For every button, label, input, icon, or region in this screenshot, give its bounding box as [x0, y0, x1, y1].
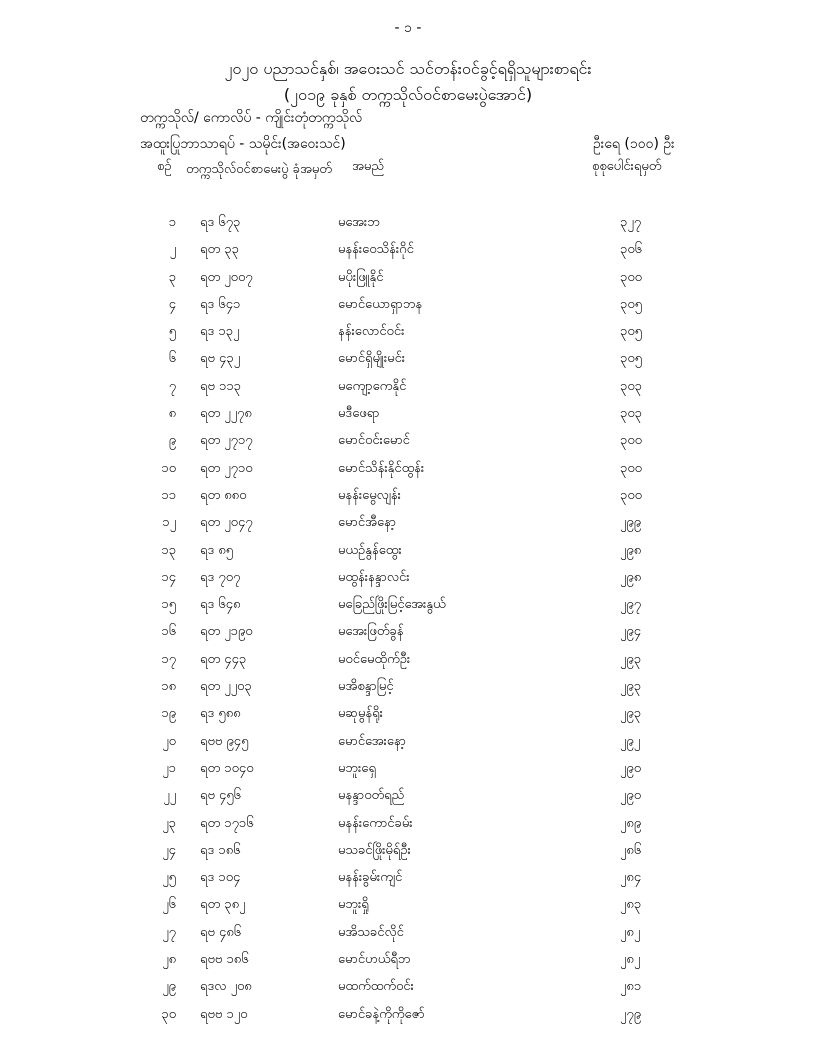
- total-marks: ၂၉၄: [620, 624, 642, 640]
- column-header-total-marks: စုစုပေါင်းရမှတ်: [592, 159, 662, 174]
- student-name: မအိစန္ဒာမြင့်: [338, 679, 394, 695]
- student-name: မောင်ဟယ်ရီဘ: [338, 952, 411, 968]
- roll-number: ရဒ ၆၄၁: [200, 296, 241, 312]
- total-marks: ၃၀၀: [620, 460, 642, 476]
- student-name: မောင်အေးနော့: [338, 733, 406, 749]
- student-name: မောင်အီနော့: [338, 515, 397, 531]
- row-number: ၂၄: [162, 842, 176, 858]
- student-name: မနန္ဒာဝတ်ရည်: [338, 788, 405, 804]
- student-name: မဆုမွန်ရိုး: [338, 706, 383, 722]
- student-name: မထက်ထက်ဝင်း: [338, 979, 414, 995]
- row-number: ၃: [168, 269, 176, 285]
- column-header-roll-number: တက္ကသိုလ်ဝင်စာမေးပွဲ ခုံအမှတ်: [186, 162, 332, 177]
- row-number: ၃၀: [161, 1006, 176, 1022]
- roll-number: ရဗ ၄၈၆: [200, 924, 242, 940]
- roll-number: ရတ ၁၀၄၀: [200, 760, 254, 776]
- table-row: [0, 592, 816, 619]
- column-header-name: အမည်: [352, 159, 384, 174]
- table-row: [0, 811, 816, 838]
- row-number: ၇: [168, 378, 176, 394]
- roll-number: ရတ ၂၇၁၀: [200, 460, 253, 476]
- roll-number: ရဗဗ ၁၈၆: [200, 952, 249, 968]
- major-subject-line: အထူးပြုဘာသာရပ် - သမိုင်း(အဝေးသင်): [140, 136, 346, 152]
- row-number: ၁၂: [162, 515, 176, 531]
- table-row: [0, 1002, 816, 1029]
- table-row: [0, 374, 816, 401]
- total-marks: ၂၉၂: [620, 733, 641, 749]
- student-name: မောင်ယောရှာဘန: [338, 296, 423, 312]
- student-name: မဘူးရှေ: [338, 760, 377, 776]
- row-number: ၆: [168, 351, 176, 367]
- roll-number: ရဗဗ ၉၄၅: [200, 733, 249, 749]
- row-number: ၁၆: [161, 624, 176, 640]
- total-marks: ၂၉၈: [620, 569, 642, 585]
- total-marks: ၃၀၆: [620, 242, 642, 258]
- table-row: [0, 619, 816, 646]
- student-table: [0, 210, 816, 1029]
- total-marks: ၂၈၆: [620, 842, 642, 858]
- row-number: ၁၃: [161, 542, 176, 558]
- roll-number: ရဗ ၄၃၂: [200, 351, 241, 367]
- roll-number: ရတ ၈၈၀: [200, 487, 247, 503]
- student-name: မယဉ်နွန်ထွေး: [338, 542, 402, 558]
- student-name: မကျော့ကေနိုင်: [338, 378, 407, 394]
- roll-number: ရဗ ၁၁၃: [200, 378, 241, 394]
- table-row: [0, 346, 816, 373]
- table-row: [0, 237, 816, 264]
- total-marks: ၂၉၀: [620, 760, 642, 776]
- table-row: [0, 565, 816, 592]
- roll-number: ရဗဗ ၁၂၀: [200, 1006, 248, 1022]
- table-row: [0, 428, 816, 455]
- table-row: [0, 210, 816, 237]
- roll-number: ရဒ ၆၇၃: [200, 215, 241, 230]
- student-name: မအေးဖြတ်ခွန်: [338, 624, 404, 640]
- table-row: [0, 292, 816, 319]
- row-number: ၂၃: [162, 815, 176, 831]
- row-number: ၂၀: [162, 733, 176, 749]
- total-marks: ၂၇၉: [620, 1006, 642, 1022]
- total-marks: ၃၀၅: [620, 296, 642, 312]
- student-name: မအေးဘ: [338, 215, 380, 230]
- row-number: ၁၁: [161, 487, 176, 503]
- table-row: [0, 920, 816, 947]
- total-marks: ၂၈၃: [620, 897, 642, 913]
- table-row: [0, 729, 816, 756]
- table-row: [0, 510, 816, 537]
- roll-number: ရတ ၂၀၀၇: [200, 269, 253, 285]
- table-row: [0, 756, 816, 783]
- row-number: ၂၉: [162, 979, 176, 995]
- row-number: ၂၈: [162, 952, 176, 968]
- total-marks: ၂၉၈: [620, 542, 642, 558]
- table-row: [0, 401, 816, 428]
- university-line: တက္ကသိုလ်/ ကောလိပ် - ကျိုင်းတုံတက္ကသိုလ်: [140, 110, 363, 126]
- document-title: ၂၀၂၀ ပညာသင်နှစ်၊ အဝေးသင် သင်တန်းဝင်ခွင့်ရရှိသူများစာရင်း: [224, 59, 592, 78]
- student-name: မနန်းမွေလျန်း: [338, 487, 401, 503]
- roll-number: ရတ ၂၂၀၃: [200, 679, 252, 695]
- row-number: ၅: [168, 324, 176, 340]
- row-number: ၂၂: [163, 788, 176, 804]
- total-marks: ၂၉၃: [620, 706, 642, 722]
- row-number: ၉: [168, 433, 176, 449]
- roll-number: ရတ ၃၃: [200, 242, 239, 258]
- student-name: မပိုးဖြူနိုင်: [338, 269, 384, 285]
- roll-number: ရဒ ၈၅: [200, 542, 234, 558]
- student-name: နန်းလောင်ဝင်း: [338, 324, 405, 340]
- column-header-no: စဉ်: [157, 159, 172, 174]
- roll-number: ရဒလ ၂၀၈: [200, 979, 252, 995]
- table-row: [0, 783, 816, 810]
- roll-number: ရဒ ၅၈၈: [200, 706, 241, 722]
- roll-number: ရဒ ၇၀၇: [200, 569, 241, 585]
- student-name: မောင်ရှိမျိုးမင်း: [338, 351, 406, 367]
- roll-number: ရတ ၂၇၁၇: [200, 433, 253, 449]
- row-number: ၁၅: [161, 597, 176, 613]
- table-row: [0, 701, 816, 728]
- total-marks: ၂၉၃: [620, 651, 642, 667]
- roll-number: ရတ ၁၇၁၆: [200, 815, 254, 831]
- student-name: မအိသခင်လိုင်: [338, 924, 404, 940]
- total-marks: ၃၀၃: [620, 378, 642, 394]
- row-number: ၂၆: [162, 897, 176, 913]
- student-name: မနန်းကောင်ခမ်း: [338, 815, 413, 831]
- row-number: ၈: [168, 406, 176, 422]
- row-number: ၁၀: [161, 460, 176, 476]
- total-marks: ၂၉၇: [620, 597, 642, 613]
- row-number: ၂၇: [162, 924, 176, 940]
- roll-number: ရတ ၃၈၂: [200, 897, 246, 913]
- student-name: မသခင်ဖြိုးမိုရ်ဦး: [338, 842, 411, 858]
- student-name: မနန်းဝေသိန်းဂိုင်: [338, 242, 414, 258]
- total-marks: ၂၉၉: [620, 515, 642, 531]
- total-marks: ၂၉၃: [620, 679, 642, 695]
- row-number: ၁၉: [161, 706, 176, 722]
- student-name: မနန်းခွမ်းကျင်: [338, 870, 403, 886]
- student-name: မောင်သိန်းနိုင်ထွန်း: [338, 460, 425, 476]
- total-marks: ၂၈၂: [620, 952, 641, 968]
- student-name: မထွန်းနန္ဒာလင်း: [338, 569, 410, 585]
- total-marks: ၃၀၀: [620, 269, 642, 285]
- student-name: မဘူးရှို: [338, 897, 369, 913]
- table-row: [0, 974, 816, 1001]
- row-number: ၂၁: [162, 760, 176, 776]
- total-marks: ၂၈၁: [620, 979, 642, 995]
- total-marks: ၃၂၇: [620, 215, 642, 230]
- total-marks: ၂၉၀: [620, 788, 642, 804]
- student-name: မောင်ခနဲ့ကိုကိုဇော်: [338, 1006, 425, 1022]
- total-marks: ၃၀၃: [620, 406, 642, 422]
- table-row: [0, 319, 816, 346]
- roll-number: ရဗ ၄၅၆: [200, 788, 241, 804]
- table-row: [0, 647, 816, 674]
- row-number: ၁၈: [161, 679, 176, 695]
- table-row: [0, 265, 816, 292]
- roll-number: ရတ ၂၁၉၀: [200, 624, 253, 640]
- page-number: - ၁ -: [394, 20, 422, 36]
- table-row: [0, 456, 816, 483]
- table-row: [0, 483, 816, 510]
- roll-number: ရဒ ၁၃၂: [200, 324, 240, 340]
- student-name: မဝင်မေထိုက်ဦး: [338, 651, 411, 667]
- row-number: ၁: [168, 215, 176, 230]
- table-row: [0, 674, 816, 701]
- student-name: မောင်ဝင်းမောင်: [338, 433, 410, 449]
- row-number: ၂: [169, 242, 176, 258]
- row-number: ၂၅: [162, 870, 176, 886]
- total-marks: ၃၀၅: [620, 351, 642, 367]
- total-marks: ၂၈၉: [620, 815, 642, 831]
- roll-number: ရတ ၄၄၃: [200, 651, 247, 667]
- student-count: ဦးရေ (၁၀၀) ဦး: [593, 136, 675, 152]
- table-row: [0, 865, 816, 892]
- table-row: [0, 892, 816, 919]
- roll-number: ရတ ၂၂၇၈: [200, 406, 252, 422]
- total-marks: ၂၈၄: [620, 870, 642, 886]
- document-subtitle: (၂၀၁၉ ခုနှစ် တက္ကသိုလ်ဝင်စာမေးပွဲအောင်): [283, 85, 533, 104]
- student-name: မဒီဖေရာ: [338, 406, 380, 422]
- student-name: မခြေည်ဖြိုးမြင့်အေးနွယ်: [338, 597, 446, 613]
- total-marks: ၃၀၀: [620, 487, 642, 503]
- roll-number: ရဒ ၆၄၈: [200, 597, 241, 613]
- total-marks: ၃၀၅: [620, 324, 642, 340]
- table-row: [0, 838, 816, 865]
- row-number: ၄: [168, 296, 176, 312]
- total-marks: ၂၈၂: [620, 924, 641, 940]
- roll-number: ရတ ၂၀၄၇: [200, 515, 253, 531]
- total-marks: ၃၀၀: [620, 433, 642, 449]
- roll-number: ရဒ ၁၀၄: [200, 870, 241, 886]
- roll-number: ရဒ ၁၈၆: [200, 842, 241, 858]
- table-row: [0, 947, 816, 974]
- row-number: ၁၇: [161, 651, 176, 667]
- table-row: [0, 538, 816, 565]
- row-number: ၁၄: [161, 569, 176, 585]
